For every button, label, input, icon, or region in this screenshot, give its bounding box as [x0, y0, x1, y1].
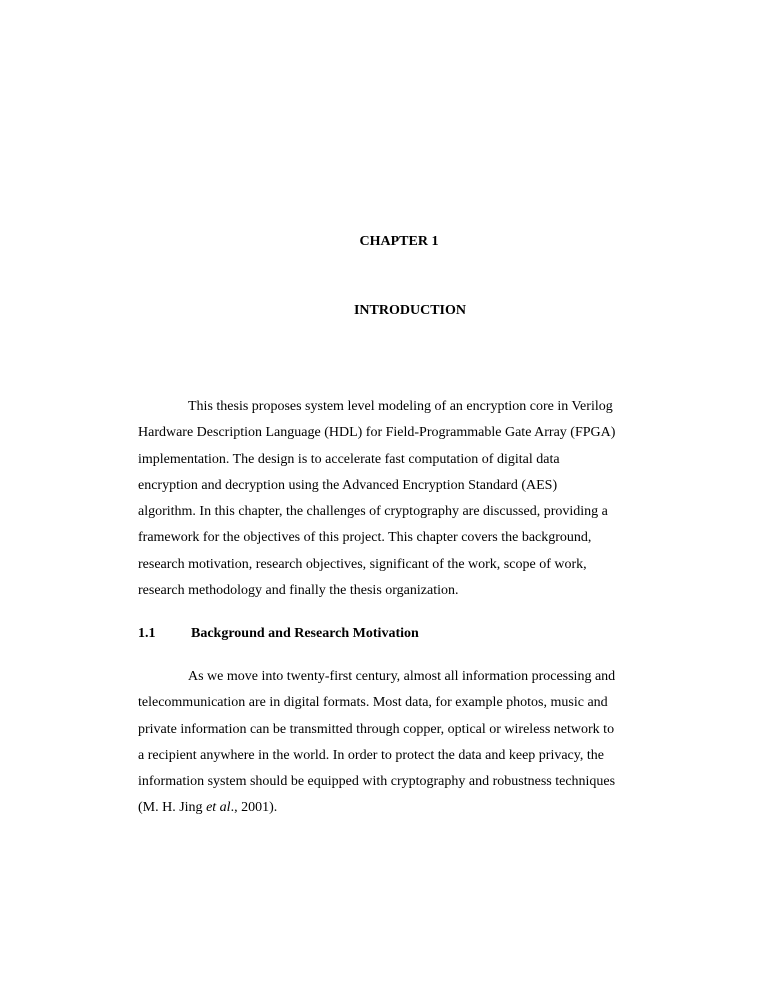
section-number: 1.1	[138, 626, 156, 641]
motivation-line: private information can be transmitted through copper, optical or wireless network to	[138, 721, 615, 737]
motivation-paragraph	[138, 664, 653, 822]
intro-line: Hardware Description Language (HDL) for Field-Programmable Gate Array (FPGA)	[138, 425, 616, 441]
intro-line: research motivation, research objectives, significant of the work, scope of work,	[138, 556, 587, 572]
section-heading	[138, 626, 419, 642]
section-title: Background and Research Motivation	[191, 626, 419, 641]
motivation-line: telecommunication are in digital formats. Most data, for example photos, music and	[138, 695, 608, 711]
citation-line	[138, 795, 653, 821]
intro-line: encryption and decryption using the Advanced Encryption Standard (AES)	[138, 477, 558, 493]
intro-line: algorithm. In this chapter, the challenges of cryptography are discussed, providing a	[138, 504, 608, 520]
intro-line: research methodology and finally the thesis organization.	[138, 583, 459, 599]
motivation-line: information system should be equipped with cryptography and robustness techniques	[138, 774, 616, 790]
intro-paragraph	[138, 394, 653, 604]
citation-author: (M. H. Jing	[138, 800, 207, 816]
motivation-line: a recipient anywhere in the world. In order to protect the data and keep privacy, the	[138, 747, 604, 763]
intro-line: This thesis proposes system level modeling of an encryption core in Verilog	[188, 399, 613, 414]
motivation-line: As we move into twenty-first century, almost all information processing and	[188, 669, 616, 684]
chapter-number: CHAPTER 1	[359, 234, 439, 249]
citation-rest: ., 2001).	[230, 800, 278, 816]
chapter-title: INTRODUCTION	[353, 303, 466, 318]
citation-etal: et al	[206, 800, 231, 816]
intro-line: implementation. The design is to accelerate fast computation of digital data	[138, 451, 560, 467]
intro-line: framework for the objectives of this project. This chapter covers the background,	[138, 530, 592, 546]
